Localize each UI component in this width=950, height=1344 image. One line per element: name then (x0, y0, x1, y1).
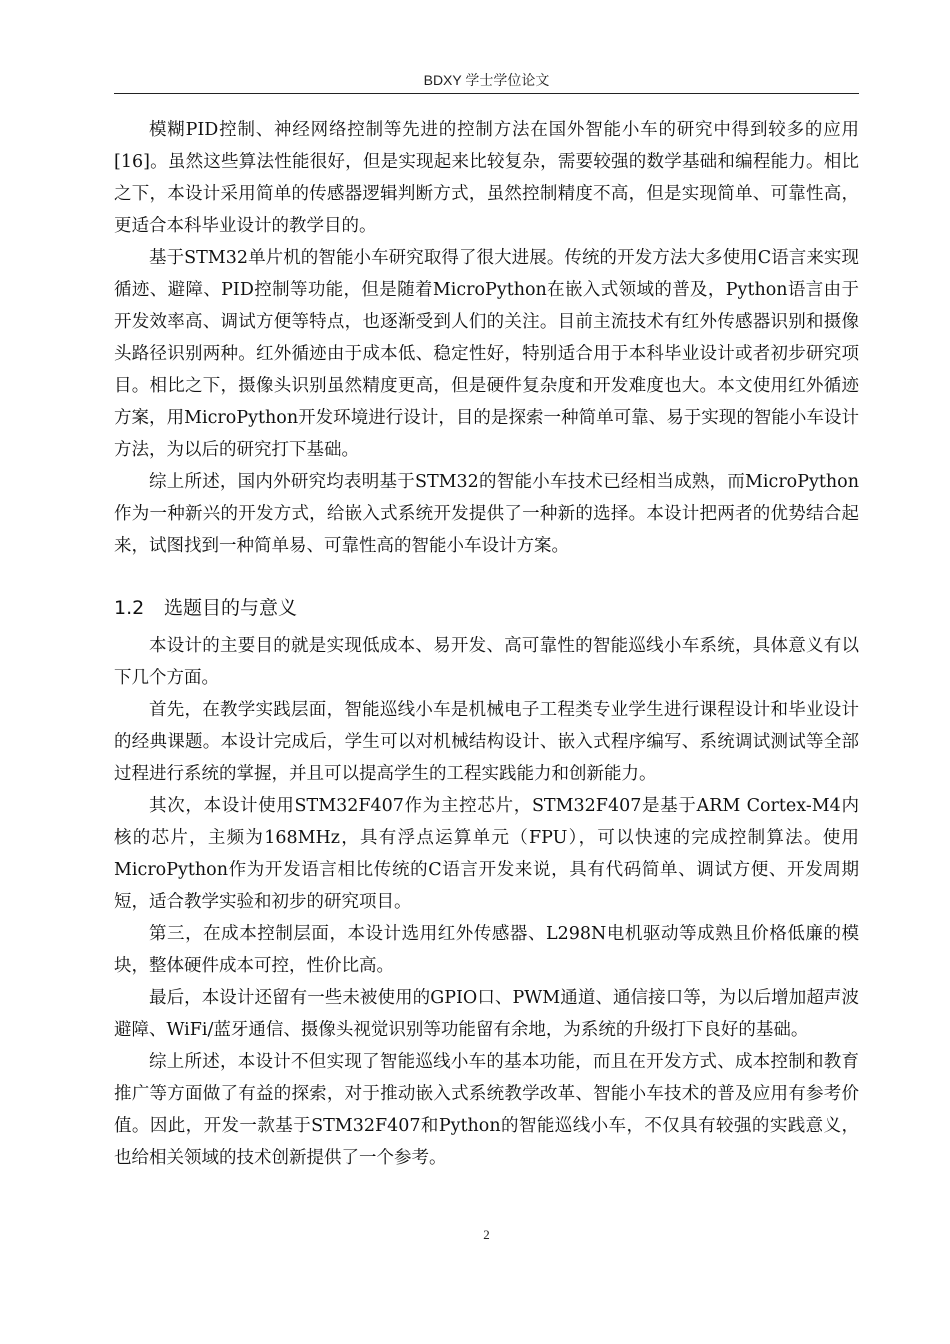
paragraph: 综上所述，本设计不但实现了智能巡线小车的基本功能，而且在开发方式、成本控制和教育推广等方面做了有益的探索，对于推动嵌入式系统教学改革、智能小车技术的普及应用有参考价值。因此，开发一款基于STM32F407和Python的智能巡线小车，不仅具有较强的实践意义，也给相关领域的技术创新提供了一个参考。 (114, 1052, 859, 1168)
paragraph: 第三，在成本控制层面，本设计选用红外传感器、L298N电机驱动等成熟且价格低廉的模块，整体硬件成本可控，性价比高。 (114, 924, 859, 976)
paragraph: 其次，本设计使用STM32F407作为主控芯片，STM32F407是基于ARM Cortex-M4内核的芯片，主频为168MHz，具有浮点运算单元（FPU），可以快速的完成控制算法。使用MicroPython作为开发语言相比传统的C语言开发来说，具有代码简单、调试方便、开发周期短，适合教学实验和初步的研究项目。 (114, 796, 859, 912)
page-number: 2 (483, 1227, 490, 1242)
section-number: 1.2 (114, 597, 145, 619)
paragraph: 本设计的主要目的就是实现低成本、易开发、高可靠性的智能巡线小车系统，具体意义有以下几个方面。 (114, 636, 859, 688)
paragraph: 最后，本设计还留有一些未被使用的GPIO口、PWM通道、通信接口等，为以后增加超声波避障、WiFi/蓝牙通信、摄像头视觉识别等功能留有余地，为系统的升级打下良好的基础。 (114, 988, 859, 1040)
header-divider (114, 93, 859, 94)
paragraph: 首先，在教学实践层面，智能巡线小车是机械电子工程类专业学生进行课程设计和毕业设计的经典课题。本设计完成后，学生可以对机械结构设计、嵌入式程序编写、系统调试测试等全部过程进行系统的掌握，并且可以提高学生的工程实践能力和创新能力。 (114, 700, 859, 784)
document-body (114, 114, 859, 1174)
page-header: BDXY 学士学位论文 (423, 72, 550, 88)
paragraph: 基于STM32单片机的智能小车研究取得了很大进展。传统的开发方法大多使用C语言来实现循迹、避障、PID控制等功能，但是随着MicroPython在嵌入式领域的普及，Python语言由于开发效率高、调试方便等特点，也逐渐受到人们的关注。目前主流技术有红外传感器识别和摄像头路径识别两种。红外循迹由于成本低、稳定性好，特别适合用于本科毕业设计或者初步研究项目。相比之下，摄像头识别虽然精度更高，但是硬件复杂度和开发难度也大。本文使用红外循迹方案，用MicroPython开发环境进行设计，目的是探索一种简单可靠、易于实现的智能小车设计方法，为以后的研究打下基础。 (114, 248, 859, 460)
section-heading (114, 592, 859, 624)
paragraph: 模糊PID控制、神经网络控制等先进的控制方法在国外智能小车的研究中得到较多的应用[16]。虽然这些算法性能很好，但是实现起来比较复杂，需要较强的数学基础和编程能力。相比之下，本设计采用简单的传感器逻辑判断方式，虽然控制精度不高，但是实现简单、可靠性高，更适合本科毕业设计的教学目的。 (114, 120, 859, 236)
section-title: 选题目的与意义 (164, 597, 298, 619)
paragraph: 综上所述，国内外研究均表明基于STM32的智能小车技术已经相当成熟，而MicroPython作为一种新兴的开发方式，给嵌入式系统开发提供了一种新的选择。本设计把两者的优势结合起来，试图找到一种简单易、可靠性高的智能小车设计方案。 (114, 472, 859, 556)
